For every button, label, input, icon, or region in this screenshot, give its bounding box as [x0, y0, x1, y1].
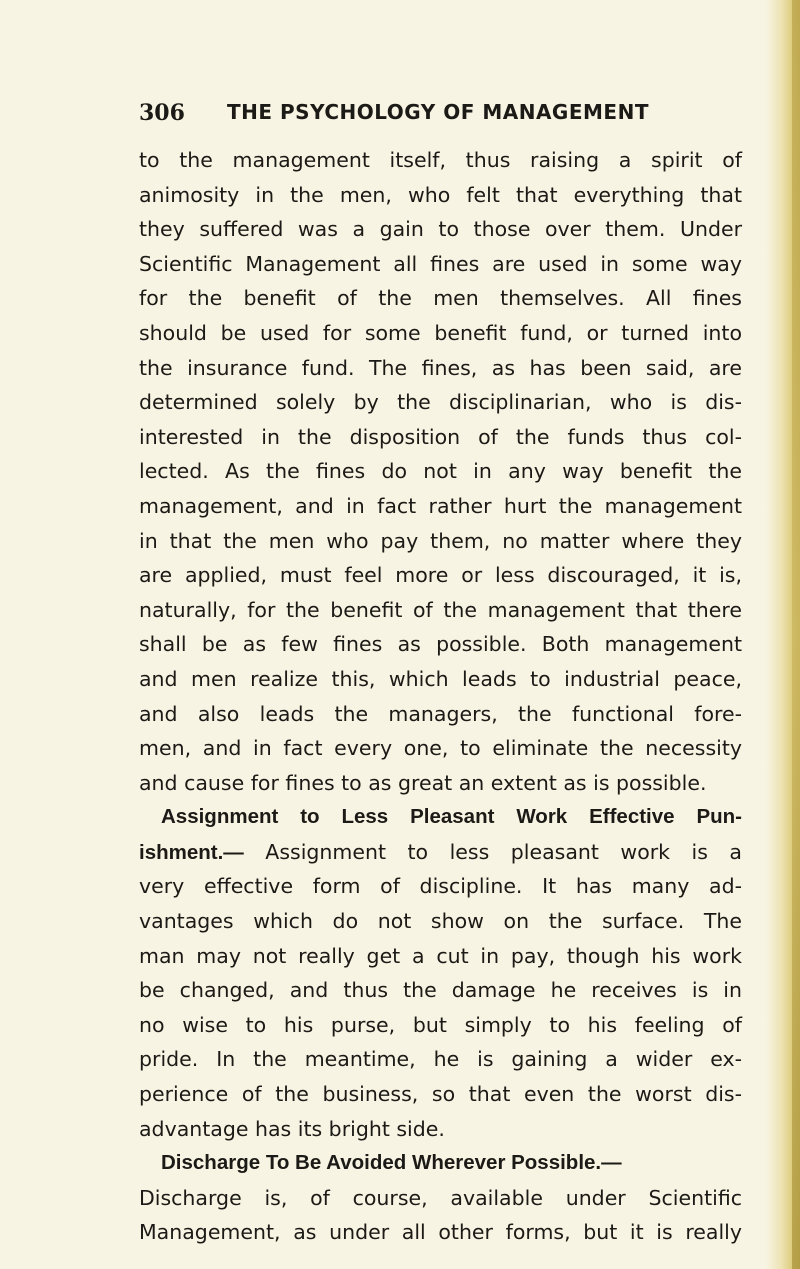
text-line: and also leads the managers, the functional fore-: [139, 701, 742, 726]
text-line: animosity in the men, who felt that everything that: [139, 182, 742, 207]
section-heading-assignment: Assignment to Less Pleasant Work Effective Pun-: [161, 805, 742, 829]
page-header: [139, 94, 759, 136]
text-line: pride. In the meantime, he is gaining a wider ex-: [139, 1047, 742, 1072]
text-line: no wise to his purse, but simply to his feeling of: [139, 1012, 742, 1037]
body-text: [139, 143, 742, 1250]
text-line: interested in the disposition of the funds thus col-: [139, 424, 742, 449]
running-title: THE PSYCHOLOGY OF MANAGEMENT: [227, 100, 649, 124]
text-line: perience of the business, so that even the worst dis-: [139, 1082, 742, 1107]
text-line: and cause for fines to as great an extent as is possible.: [139, 770, 707, 795]
text-line: should be used for some benefit fund, or turned into: [139, 320, 742, 345]
text-line: are applied, must feel more or less discouraged, it is,: [139, 563, 742, 588]
section-heading-assignment-end: ishment.—: [139, 840, 244, 864]
text-line: in that the men who pay them, no matter where they: [139, 528, 742, 553]
text-line: they suffered was a gain to those over them. Under: [139, 217, 742, 242]
text-line: determined solely by the disciplinarian, who is dis-: [139, 390, 742, 415]
text-line: management, and in fact rather hurt the management: [139, 493, 742, 518]
text-line: men, and in fact every one, to eliminate the necessity: [139, 736, 742, 761]
text-line: [139, 835, 742, 870]
text-line: Management, as under all other forms, but it is really: [139, 1220, 742, 1245]
page-edge-binding: [792, 0, 800, 1269]
text-line: and men realize this, which leads to industrial peace,: [139, 666, 742, 691]
text-line: very effective form of discipline. It has many ad-: [139, 874, 742, 899]
text-line: for the benefit of the men themselves. All fines: [139, 286, 742, 311]
text-line: be changed, and thus the damage he receives is in: [139, 978, 742, 1003]
text-run: Assignment to less pleasant work is a: [243, 839, 742, 864]
text-line: Scientific Management all fines are used in some way: [139, 251, 742, 276]
text-line: vantages which do not show on the surface. The: [139, 909, 742, 934]
text-line: naturally, for the benefit of the management that there: [139, 597, 742, 622]
text-line: Discharge is, of course, available under Scientific: [139, 1185, 742, 1210]
section-heading-discharge: Discharge To Be Avoided Wherever Possible.—: [161, 1151, 622, 1175]
text-line: man may not really get a cut in pay, though his work: [139, 943, 742, 968]
text-line: the insurance fund. The fines, as has been said, are: [139, 355, 742, 380]
text-line: advantage has its bright side.: [139, 1116, 445, 1141]
text-line: lected. As the fines do not in any way benefit the: [139, 459, 742, 484]
text-line: shall be as few fines as possible. Both management: [139, 632, 742, 657]
text-line: to the management itself, thus raising a spirit of: [139, 148, 742, 172]
page-number: 306: [139, 100, 185, 126]
